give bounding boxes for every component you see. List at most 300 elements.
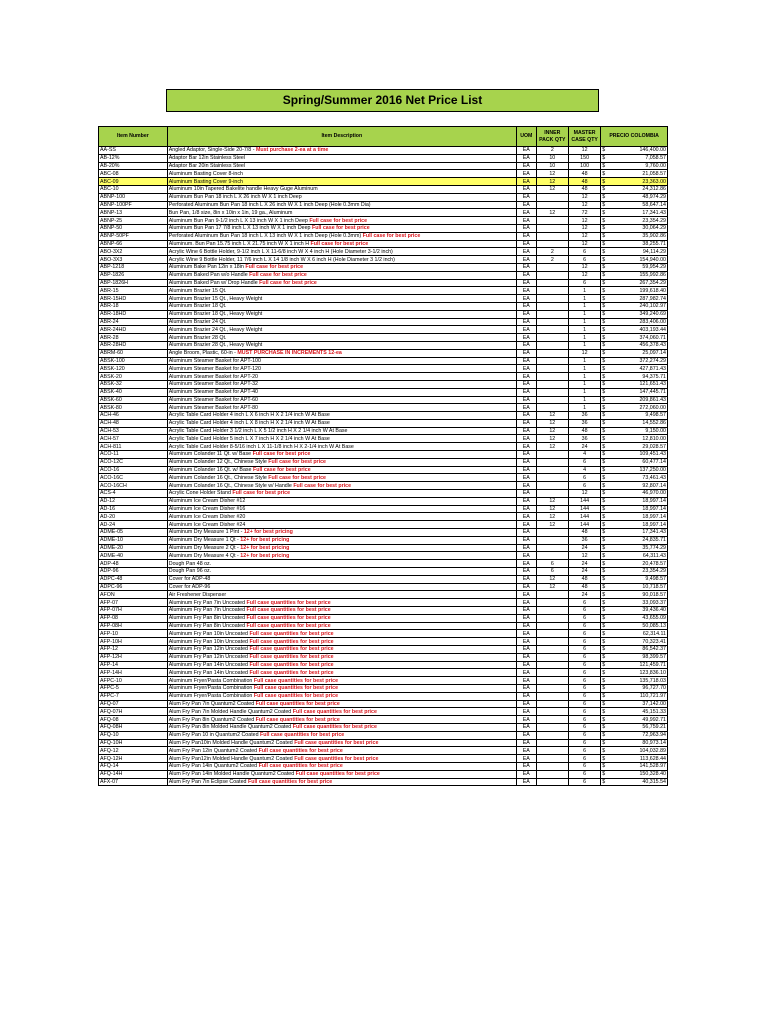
price-cell: 372,274.29	[607, 357, 668, 365]
inner-pack-qty-cell: 12	[536, 209, 568, 217]
item-number-cell: AFP-14H	[99, 669, 168, 677]
table-row	[99, 302, 668, 310]
item-number-cell: AFQ-08H	[99, 723, 168, 731]
purchase-note: Full case quantities for best price	[249, 654, 334, 661]
currency-symbol-cell: $	[602, 350, 606, 357]
item-description-cell	[167, 412, 516, 420]
item-number-cell: AFQ-10	[99, 731, 168, 739]
item-number-cell: ADPC-96	[99, 583, 168, 591]
item-description-cell	[167, 326, 516, 334]
uom-cell: EA	[516, 770, 536, 778]
description-text: Aluminum. Bun Pan 15.75 inch L X 21.75 inch W X 1 inch H	[168, 240, 311, 247]
currency-symbol-cell: $	[602, 654, 606, 661]
item-description-cell	[167, 684, 516, 692]
master-case-qty-cell: 144	[568, 513, 600, 521]
item-number-cell: ABNP-50PF	[99, 232, 168, 240]
item-description-cell	[167, 170, 516, 178]
inner-pack-qty-cell	[536, 638, 568, 646]
table-row	[99, 279, 668, 287]
uom-cell: EA	[516, 349, 536, 357]
uom-cell: EA	[516, 552, 536, 560]
description-text: Aluminum Fry Pan 7in Uncoated	[168, 607, 247, 614]
item-description-cell	[167, 443, 516, 451]
table-row	[99, 638, 668, 646]
uom-cell: EA	[516, 731, 536, 739]
price-cell: 12,810.00	[607, 435, 668, 443]
description-text: Acrylic Table Card Holder 8-5/16 inch L X 11-1/8 inch H X 2-1/4 inch W At Base	[168, 443, 354, 450]
uom-cell: EA	[516, 162, 536, 170]
table-row	[99, 170, 668, 178]
purchase-note: Full case quantities for best price	[292, 724, 377, 731]
master-case-qty-cell: 6	[568, 731, 600, 739]
item-description-cell	[167, 318, 516, 326]
purchase-note: Full case quantities for best price	[292, 708, 377, 715]
item-number-cell: ABR-24HD	[99, 326, 168, 334]
uom-cell: EA	[516, 661, 536, 669]
currency-symbol-cell: $	[602, 435, 606, 442]
inner-pack-qty-cell	[536, 778, 568, 786]
master-case-qty-cell: 144	[568, 497, 600, 505]
item-number-cell: AFPC-7	[99, 692, 168, 700]
table-row	[99, 349, 668, 357]
uom-cell: EA	[516, 334, 536, 342]
inner-pack-qty-cell	[536, 646, 568, 654]
inner-pack-qty-cell: 10	[536, 162, 568, 170]
price-cell: 9,760.00	[607, 162, 668, 170]
description-text: Dough Pan 96 oz.	[168, 568, 212, 575]
description-text: Aluminum Steamer Basket for APT-40	[168, 389, 258, 396]
description-text: Acrylic Table Card Holder 4 inch L X 8 inch H X 2 1/4 inch W At Base	[168, 420, 330, 427]
currency-symbol-cell: $	[602, 739, 606, 746]
master-case-qty-cell: 36	[568, 536, 600, 544]
purchase-note: Full case for best price	[249, 272, 307, 279]
master-case-qty-cell: 36	[568, 419, 600, 427]
table-row	[99, 544, 668, 552]
uom-cell: EA	[516, 185, 536, 193]
description-text: Alum Fry Pan 7in Molded Handle Quantum2 Coated	[168, 708, 293, 715]
inner-pack-qty-cell	[536, 240, 568, 248]
inner-pack-qty-cell: 12	[536, 435, 568, 443]
price-cell: 155,992.86	[607, 271, 668, 279]
master-case-qty-cell: 12	[568, 240, 600, 248]
inner-pack-qty-cell	[536, 217, 568, 225]
inner-pack-qty-cell	[536, 341, 568, 349]
price-cell: 104,032.89	[607, 747, 668, 755]
currency-symbol-cell: $	[602, 513, 606, 520]
price-cell: 374,060.71	[607, 334, 668, 342]
uom-cell: EA	[516, 209, 536, 217]
uom-cell: EA	[516, 762, 536, 770]
item-description-cell	[167, 380, 516, 388]
description-text: Acrylic Table Card Holder 4 inch L X 6 inch H X 2 1/4 inch W At Base	[168, 412, 330, 419]
item-number-cell: AFON	[99, 591, 168, 599]
purchase-note: Full case for best price	[268, 459, 326, 466]
price-cell: 70,323.41	[607, 638, 668, 646]
price-cell: 283,406.00	[607, 318, 668, 326]
master-case-qty-cell: 6	[568, 661, 600, 669]
item-description-cell	[167, 224, 516, 232]
table-row	[99, 482, 668, 490]
item-number-cell: AFQ-07	[99, 700, 168, 708]
item-number-cell: AFP-12	[99, 646, 168, 654]
currency-symbol-cell: $	[602, 373, 606, 380]
price-cell: 25,097.14	[607, 349, 668, 357]
uom-cell: EA	[516, 380, 536, 388]
item-description-cell	[167, 240, 516, 248]
currency-symbol-cell: $	[602, 318, 606, 325]
currency-symbol-cell: $	[602, 201, 606, 208]
table-row	[99, 271, 668, 279]
uom-cell: EA	[516, 521, 536, 529]
inner-pack-qty-cell	[536, 474, 568, 482]
currency-symbol-cell: $	[602, 700, 606, 707]
item-number-cell: ABP-1826	[99, 271, 168, 279]
item-description-cell	[167, 451, 516, 459]
table-row	[99, 365, 668, 373]
purchase-note: Full case for best price	[311, 225, 370, 232]
item-description-cell	[167, 185, 516, 193]
price-cell: 14,552.86	[607, 419, 668, 427]
item-description-cell	[167, 232, 516, 240]
inner-pack-qty-cell	[536, 591, 568, 599]
uom-cell: EA	[516, 302, 536, 310]
description-text: Aluminum Baked Pan w/ Drop Handle	[168, 279, 260, 286]
price-cell: 45,151.33	[607, 708, 668, 716]
price-cell: 267,354.29	[607, 279, 668, 287]
description-text: Aluminum Steamer Basket for APT-20	[168, 373, 258, 380]
uom-cell: EA	[516, 482, 536, 490]
inner-pack-qty-cell	[536, 357, 568, 365]
purchase-note: Full case for best price	[245, 264, 304, 271]
table-row	[99, 256, 668, 264]
currency-symbol-cell: $	[602, 240, 606, 247]
currency-symbol-cell: $	[602, 233, 606, 240]
table-row	[99, 178, 668, 186]
price-cell: 35,774.29	[607, 544, 668, 552]
description-text: Cover for ADP-48	[168, 576, 211, 583]
table-row	[99, 318, 668, 326]
table-row	[99, 677, 668, 685]
item-number-cell: ACH-811	[99, 443, 168, 451]
item-description-cell	[167, 365, 516, 373]
inner-pack-qty-cell	[536, 700, 568, 708]
inner-pack-qty-cell	[536, 755, 568, 763]
uom-cell: EA	[516, 318, 536, 326]
item-description-cell	[167, 607, 516, 615]
description-text: Aluminum Fry Pan 10in Uncoated	[168, 630, 250, 637]
inner-pack-qty-cell: 12	[536, 419, 568, 427]
uom-cell: EA	[516, 716, 536, 724]
table-row	[99, 529, 668, 537]
item-number-cell: AFQ-14	[99, 762, 168, 770]
master-case-qty-cell: 48	[568, 575, 600, 583]
purchase-note: Full case for best price	[309, 217, 368, 224]
currency-symbol-cell: $	[602, 186, 606, 193]
uom-cell: EA	[516, 435, 536, 443]
item-number-cell: AFP-07H	[99, 607, 168, 615]
price-cell: 73,461.43	[607, 474, 668, 482]
uom-cell: EA	[516, 614, 536, 622]
price-cell: 80,973.14	[607, 739, 668, 747]
master-case-qty-cell: 24	[568, 544, 600, 552]
item-number-cell: AFP-07	[99, 599, 168, 607]
table-row	[99, 536, 668, 544]
item-number-cell: ABR-18HD	[99, 310, 168, 318]
uom-cell: EA	[516, 599, 536, 607]
currency-symbol-cell: $	[602, 669, 606, 676]
currency-symbol-cell: $	[602, 661, 606, 668]
currency-symbol-cell: $	[602, 615, 606, 622]
currency-symbol-cell: $	[602, 677, 606, 684]
price-cell: 110,721.97	[607, 692, 668, 700]
table-row	[99, 404, 668, 412]
purchase-note: Full case quantities for best price	[253, 677, 339, 684]
price-cell: 240,102.97	[607, 302, 668, 310]
table-row	[99, 708, 668, 716]
price-cell: 121,651.43	[607, 380, 668, 388]
item-description-cell	[167, 147, 516, 155]
description-text: Aluminum Fry Pan 14in Uncoated	[168, 661, 250, 668]
col-header-inner-pack-qty: INNER PACK QTY	[536, 127, 568, 147]
table-row	[99, 723, 668, 731]
currency-symbol-cell: $	[602, 467, 606, 474]
price-cell: 62,314.11	[607, 630, 668, 638]
inner-pack-qty-cell: 12	[536, 583, 568, 591]
price-cell: 18,997.14	[607, 505, 668, 513]
table-row	[99, 388, 668, 396]
master-case-qty-cell: 6	[568, 677, 600, 685]
item-number-cell: ADP-48	[99, 560, 168, 568]
item-description-cell	[167, 334, 516, 342]
currency-symbol-cell: $	[602, 599, 606, 606]
description-text: Acrylic Cone Holder Stand	[168, 490, 233, 497]
item-description-cell	[167, 560, 516, 568]
item-description-cell	[167, 638, 516, 646]
price-cell: 9,498.57	[607, 575, 668, 583]
item-description-cell	[167, 505, 516, 513]
inner-pack-qty-cell	[536, 653, 568, 661]
master-case-qty-cell: 12	[568, 263, 600, 271]
item-description-cell	[167, 513, 516, 521]
currency-symbol-cell: $	[602, 763, 606, 770]
purchase-note: MUST PURCHASE IN INCREMENTS 12-ea	[237, 350, 342, 357]
inner-pack-qty-cell: 12	[536, 497, 568, 505]
master-case-qty-cell: 48	[568, 178, 600, 186]
description-text: Aluminum Colander 16 Qt., Chinese Style w/ Handle	[168, 482, 294, 489]
item-number-cell: ABNP-25	[99, 217, 168, 225]
currency-symbol-cell: $	[602, 225, 606, 232]
currency-symbol-cell: $	[602, 279, 606, 286]
currency-symbol-cell: $	[602, 521, 606, 528]
description-text: Aluminum Brazier 28 Qt.	[168, 334, 227, 341]
master-case-qty-cell: 6	[568, 669, 600, 677]
uom-cell: EA	[516, 170, 536, 178]
inner-pack-qty-cell	[536, 287, 568, 295]
inner-pack-qty-cell	[536, 349, 568, 357]
item-number-cell: AFP-12H	[99, 653, 168, 661]
purchase-note: Full case for best price	[310, 240, 369, 247]
table-row	[99, 521, 668, 529]
uom-cell: EA	[516, 755, 536, 763]
item-number-cell: ADME-05	[99, 529, 168, 537]
currency-symbol-cell: $	[602, 716, 606, 723]
description-text: Perforated Aluminum Bun Pan 18 inch L X 13 inch W X 1 inch Deep (Hole 0.3mm)	[168, 233, 363, 240]
item-number-cell: AFQ-12	[99, 747, 168, 755]
uom-cell: EA	[516, 646, 536, 654]
currency-symbol-cell: $	[602, 747, 606, 754]
description-text: Aluminum Brazier 28 Qt., Heavy Weight	[168, 342, 263, 349]
item-description-cell	[167, 731, 516, 739]
inner-pack-qty-cell: 2	[536, 248, 568, 256]
uom-cell: EA	[516, 154, 536, 162]
master-case-qty-cell: 6	[568, 279, 600, 287]
item-number-cell: ABSK-120	[99, 365, 168, 373]
master-case-qty-cell: 6	[568, 747, 600, 755]
item-number-cell: ABSK-60	[99, 396, 168, 404]
uom-cell: EA	[516, 529, 536, 537]
price-cell: 147,445.71	[607, 388, 668, 396]
table-header-row	[99, 127, 668, 147]
item-description-cell	[167, 700, 516, 708]
item-number-cell: AFQ-10H	[99, 739, 168, 747]
master-case-qty-cell: 12	[568, 490, 600, 498]
inner-pack-qty-cell	[536, 365, 568, 373]
inner-pack-qty-cell	[536, 529, 568, 537]
item-number-cell: ABR-24	[99, 318, 168, 326]
item-number-cell: ABO-3X3	[99, 256, 168, 264]
table-row	[99, 419, 668, 427]
description-text: Cover for ADP-96	[168, 584, 211, 591]
table-row	[99, 295, 668, 303]
price-list-table	[98, 126, 668, 786]
master-case-qty-cell: 6	[568, 638, 600, 646]
item-description-cell	[167, 178, 516, 186]
item-number-cell: ABR-15	[99, 287, 168, 295]
currency-symbol-cell: $	[602, 482, 606, 489]
description-text: Alum Fry Pan 14in Molded Handle Quantum2 Coated	[168, 771, 296, 778]
purchase-note: Must purchase 2-ea at a time	[255, 147, 329, 154]
master-case-qty-cell: 6	[568, 482, 600, 490]
description-text: Alum Fry Pan 7in Eclipse Coated	[168, 778, 248, 785]
currency-symbol-cell: $	[602, 194, 606, 201]
table-row	[99, 497, 668, 505]
inner-pack-qty-cell: 12	[536, 178, 568, 186]
price-cell: 272,060.00	[607, 404, 668, 412]
table-row	[99, 185, 668, 193]
purchase-note: 12+ for best pricing	[240, 552, 290, 559]
item-number-cell: ABSK-80	[99, 404, 168, 412]
table-row	[99, 599, 668, 607]
purchase-note: Full case quantities for best price	[260, 732, 345, 739]
price-cell: 137,250.00	[607, 466, 668, 474]
currency-symbol-cell: $	[602, 443, 606, 450]
inner-pack-qty-cell	[536, 295, 568, 303]
description-text: Alum Fry Pan 12in Quantum2 Coated	[168, 747, 259, 754]
item-number-cell: ACH-46	[99, 412, 168, 420]
currency-symbol-cell: $	[602, 498, 606, 505]
inner-pack-qty-cell	[536, 716, 568, 724]
master-case-qty-cell: 1	[568, 365, 600, 373]
master-case-qty-cell: 1	[568, 287, 600, 295]
master-case-qty-cell: 6	[568, 723, 600, 731]
description-text: Acrylic Wine 9 Bottle Holder, 11 7/6 inch L X 14 1/8 inch W X 6 inch H (Hole Diameter 3 1/2 inch)	[168, 256, 395, 263]
description-text: Acrylic Table Card Holder 3 1/2 inch L X 5 1/2 inch H X 2 1/4 inch W At Base	[168, 428, 348, 435]
inner-pack-qty-cell	[536, 404, 568, 412]
description-text: Air Freshener Dispenser	[168, 591, 227, 598]
table-row	[99, 513, 668, 521]
col-header-precio-colombia: PRECIO COLOMBIA	[601, 127, 668, 147]
master-case-qty-cell: 6	[568, 248, 600, 256]
item-number-cell: AB-12%	[99, 154, 168, 162]
item-description-cell	[167, 646, 516, 654]
table-row	[99, 201, 668, 209]
master-case-qty-cell: 6	[568, 614, 600, 622]
master-case-qty-cell: 144	[568, 505, 600, 513]
inner-pack-qty-cell	[536, 482, 568, 490]
currency-symbol-cell: $	[602, 404, 606, 411]
item-number-cell: AFPC-5	[99, 684, 168, 692]
price-cell: 86,542.37	[607, 646, 668, 654]
item-description-cell	[167, 575, 516, 583]
currency-symbol-cell: $	[602, 287, 606, 294]
currency-symbol-cell: $	[602, 428, 606, 435]
description-text: Aluminum Fry Pan 14in Uncoated	[168, 669, 250, 676]
uom-cell: EA	[516, 427, 536, 435]
master-case-qty-cell: 1	[568, 357, 600, 365]
uom-cell: EA	[516, 404, 536, 412]
item-number-cell: ADME-10	[99, 536, 168, 544]
table-row	[99, 505, 668, 513]
table-row	[99, 614, 668, 622]
purchase-note: Full case quantities for best price	[294, 755, 379, 762]
inner-pack-qty-cell: 12	[536, 505, 568, 513]
table-row	[99, 263, 668, 271]
master-case-qty-cell: 6	[568, 755, 600, 763]
table-row	[99, 287, 668, 295]
purchase-note: Full case quantities for best price	[253, 693, 339, 700]
price-cell: 17,341.43	[607, 209, 668, 217]
item-number-cell: ACO-12C	[99, 458, 168, 466]
description-text: Aluminum Colander 16 Qt. w/ Base	[168, 467, 253, 474]
master-case-qty-cell: 1	[568, 404, 600, 412]
master-case-qty-cell: 1	[568, 341, 600, 349]
currency-symbol-cell: $	[602, 506, 606, 513]
master-case-qty-cell: 12	[568, 201, 600, 209]
master-case-qty-cell: 48	[568, 529, 600, 537]
item-number-cell: ACH-53	[99, 427, 168, 435]
item-description-cell	[167, 357, 516, 365]
uom-cell: EA	[516, 630, 536, 638]
currency-symbol-cell: $	[602, 693, 606, 700]
uom-cell: EA	[516, 217, 536, 225]
table-row	[99, 435, 668, 443]
price-cell: 18,997.14	[607, 497, 668, 505]
description-text: Aluminum 10in Tapered Bakelite handle Heavy Guge Aluminum	[168, 186, 318, 193]
item-number-cell: ACH-57	[99, 435, 168, 443]
currency-symbol-cell: $	[602, 451, 606, 458]
item-description-cell	[167, 162, 516, 170]
currency-symbol-cell: $	[602, 311, 606, 318]
description-text: Aluminum Basting Cover 8-inch	[168, 170, 243, 177]
master-case-qty-cell: 6	[568, 708, 600, 716]
master-case-qty-cell: 6	[568, 256, 600, 264]
master-case-qty-cell: 1	[568, 326, 600, 334]
item-number-cell: AA-SS	[99, 147, 168, 155]
table-row	[99, 661, 668, 669]
inner-pack-qty-cell: 12	[536, 170, 568, 178]
uom-cell: EA	[516, 560, 536, 568]
price-cell: 24,312.86	[607, 185, 668, 193]
